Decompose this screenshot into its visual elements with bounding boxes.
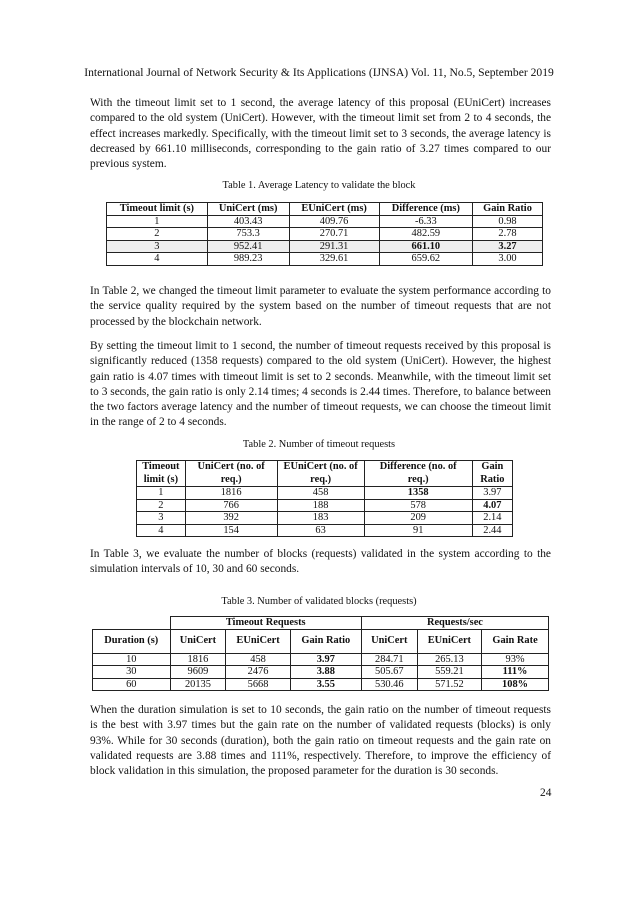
table-cell: 3 [137,512,186,525]
table-cell: 2476 [226,666,290,679]
table-cell: 4 [137,524,186,537]
table-cell: 1358 [364,487,472,500]
table-cell: 111% [482,666,549,679]
table-header-cell: Timeout limit (s) [107,203,208,216]
table-header-cell: UniCert [361,629,417,653]
table-cell: 392 [185,512,277,525]
table-cell: 108% [482,678,549,691]
table-header-cell: Gain Ratio [473,203,543,216]
table-header-cell: UniCert (ms) [207,203,289,216]
paragraph-1: With the timeout limit set to 1 second, the average latency of this proposal (EUniCert) increases compared to the old system (UniCert). However, with the timeout limit set from 2 to 4 seconds, the effect increases markedly. Specifically, with the timeout limit set to 3 seconds, the average latency is decreased by 661.10 milliseconds, corresponding to the gain ratio of 3.27 times compared to our previous system. [90,97,551,171]
paragraph-2: In Table 2, we changed the timeout limit parameter to evaluate the system performance according to the service quality required by the system based on the number of timeout requests that are not processed by the blockchain network. [90,285,551,328]
table-row [137,512,513,525]
table-header-cell: Gain Rate [482,629,549,653]
table-cell: 9609 [170,666,226,679]
table-cell: 3.97 [290,653,361,666]
table-row [93,678,549,691]
table-header-cell: Duration (s) [93,629,171,653]
table-header-cell: Difference (ms) [379,203,472,216]
table-cell: 183 [277,512,364,525]
table-cell: 659.62 [379,253,472,266]
table-cell: 482.59 [379,228,472,241]
table-row [137,487,513,500]
table-cell: 578 [364,499,472,512]
table-row-highlighted [107,240,543,253]
table-header-row [93,629,549,653]
table-cell: 188 [277,499,364,512]
table-cell: 753.3 [207,228,289,241]
table-cell: 3.88 [290,666,361,679]
table-cell: 4.07 [472,499,512,512]
table-row [137,499,513,512]
table-header-row [107,203,543,216]
table-cell: 458 [226,653,290,666]
paragraph-3: By setting the timeout limit to 1 second, the number of timeout requests received by this proposal is significantly reduced (1358 requests) compared to the old system (UniCert). However, the highest gain ratio is 4.07 times with timeout limit is set to 2 seconds. Meanwhile, with the timeout limit set to 3 seconds, the gain ratio is only 2.14 times; 4 seconds is 2.44 times. Therefore, to balance between the two factors average latency and the number of timeout requests, we can choose the timeout limit in the range of 2 to 4 seconds. [90,340,551,429]
table-header-cell: Gain Ratio [472,461,512,487]
table-cell: 209 [364,512,472,525]
table-3 [92,616,549,691]
table-row [107,228,543,241]
table-cell: 30 [93,666,171,679]
table-row [93,666,549,679]
table-cell: 571.52 [417,678,481,691]
table-cell: 5668 [226,678,290,691]
table-cell: 661.10 [379,240,472,253]
table2-caption: Table 2. Number of timeout requests [242,439,396,450]
table-empty-corner [93,617,171,630]
table-header-cell: UniCert (no. of req.) [185,461,277,487]
table-header-cell: Difference (no. of req.) [364,461,472,487]
table-cell: 1816 [185,487,277,500]
table-header-cell: EUniCert [417,629,481,653]
table-row [93,653,549,666]
table-cell: 2.44 [472,524,512,537]
table-cell: 1 [137,487,186,500]
table-cell: 530.46 [361,678,417,691]
table-header-cell: EUniCert (ms) [289,203,379,216]
table-cell: 291.31 [289,240,379,253]
table-cell: 10 [93,653,171,666]
table-cell: 329.61 [289,253,379,266]
table-cell: 3.27 [473,240,543,253]
table-header-row [137,461,513,487]
table-group-header: Requests/sec [361,617,548,630]
table-cell: 91 [364,524,472,537]
paragraph-4: In Table 3, we evaluate the number of blocks (requests) validated in the system according to the simulation intervals of 10, 30 and 60 seconds. [90,548,551,576]
table-cell: 20135 [170,678,226,691]
journal-header: International Journal of Network Security & Its Applications (IJNSA) Vol. 11, No.5, September 2019 [84,66,554,79]
table-cell: 952.41 [207,240,289,253]
table-cell: 1816 [170,653,226,666]
table-cell: 409.76 [289,215,379,228]
table-header-cell: EUniCert (no. of req.) [277,461,364,487]
table3-caption: Table 3. Number of validated blocks (requests) [221,596,417,607]
table-cell: 458 [277,487,364,500]
table-header-cell: UniCert [170,629,226,653]
table-header-cell: Gain Ratio [290,629,361,653]
table-cell: 4 [107,253,208,266]
table-cell: 2.14 [472,512,512,525]
table-cell: 63 [277,524,364,537]
table-cell: 403.43 [207,215,289,228]
table-cell: 2.78 [473,228,543,241]
paragraph-5: When the duration simulation is set to 10 seconds, the gain ratio on the number of timeout requests is the best with 3.97 times but the gain rate on the number of validated requests (blocks) is only 93%. While for 30 seconds (duration), both the gain ratio on timeout requests and the gain rate on validated requests are 3.88 times and 111%, respectively. Therefore, to improve the efficiency of block validation in this simulation, the proposed parameter for the duration is 30 seconds. [90,704,551,778]
table-cell: 3.55 [290,678,361,691]
table-cell: 505.67 [361,666,417,679]
table-header-cell: EUniCert [226,629,290,653]
table-cell: 3 [107,240,208,253]
table-cell: -6.33 [379,215,472,228]
table-cell: 559.21 [417,666,481,679]
table-row [137,524,513,537]
table-cell: 2 [137,499,186,512]
table-cell: 2 [107,228,208,241]
table-row [107,215,543,228]
page-number: 24 [540,787,552,799]
table-cell: 3.00 [473,253,543,266]
table-cell: 989.23 [207,253,289,266]
table-cell: 0.98 [473,215,543,228]
table-cell: 93% [482,653,549,666]
table-group-header-row [93,617,549,630]
table-cell: 154 [185,524,277,537]
table-2 [136,460,513,537]
table-header-cell: Timeout limit (s) [137,461,186,487]
table-group-header: Timeout Requests [170,617,361,630]
table1-caption: Table 1. Average Latency to validate the block [222,180,416,191]
table-cell: 270.71 [289,228,379,241]
table-cell: 1 [107,215,208,228]
table-cell: 284.71 [361,653,417,666]
table-cell: 265.13 [417,653,481,666]
table-cell: 3.97 [472,487,512,500]
table-1 [106,202,543,266]
table-cell: 766 [185,499,277,512]
table-row [107,253,543,266]
table-cell: 60 [93,678,171,691]
